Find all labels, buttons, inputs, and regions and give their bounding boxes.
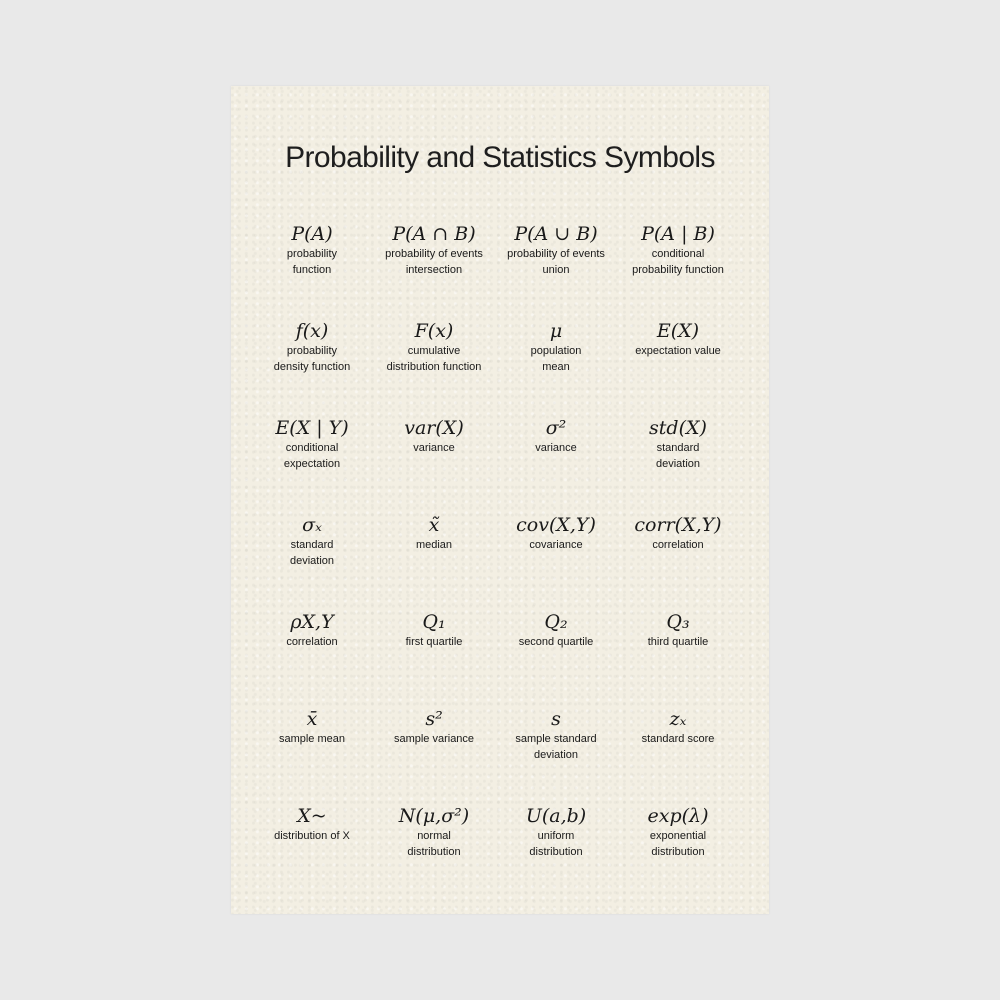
symbol-cell: [495, 319, 617, 416]
symbol-cell: [495, 707, 617, 804]
symbol-description: variance: [535, 442, 577, 454]
symbol-cell: [617, 610, 739, 707]
symbol: E(X): [656, 320, 700, 342]
symbol: cov(X,Y): [516, 514, 596, 536]
symbol-description: median: [415, 539, 453, 551]
symbol-description: sample variance: [393, 733, 475, 745]
symbol-cell: [251, 804, 373, 901]
symbol: σₓ: [302, 514, 322, 536]
symbol-description: standard deviation: [289, 539, 335, 567]
symbol: N(μ,σ²): [398, 805, 470, 827]
symbol-description: exponential distribution: [649, 830, 707, 858]
symbol-description: expectation value: [635, 345, 721, 357]
symbol-cell: [251, 707, 373, 804]
symbol-cell: [373, 416, 495, 513]
symbol: X~: [297, 805, 327, 827]
symbol: std(X): [649, 417, 707, 439]
symbol: Q₁: [422, 611, 446, 633]
symbol-description: second quartile: [518, 636, 594, 648]
poster: [231, 86, 769, 914]
symbol-description: correlation: [652, 539, 704, 551]
symbol-cell: [251, 513, 373, 610]
symbol-cell: [617, 222, 739, 319]
symbol-grid: [251, 222, 739, 901]
symbol: F(x): [414, 320, 454, 342]
symbol-cell: [251, 610, 373, 707]
symbol: s²: [425, 708, 443, 730]
symbol-description: sample mean: [278, 733, 346, 745]
symbol-description: probability of events intersection: [385, 248, 483, 276]
symbol-cell: [617, 416, 739, 513]
symbol-description: sample standard deviation: [515, 733, 597, 761]
symbol-cell: [373, 319, 495, 416]
poster-title: Probability and Statistics Symbols: [285, 141, 715, 174]
symbol: exp(λ): [647, 805, 709, 827]
symbol-description: population mean: [530, 345, 582, 373]
symbol-cell: [373, 513, 495, 610]
symbol: P(A | B): [641, 223, 715, 245]
symbol: Q₃: [666, 611, 690, 633]
symbol-description: third quartile: [647, 636, 709, 648]
symbol-description: probability of events union: [507, 248, 605, 276]
symbol: P(A ∩ B): [392, 223, 476, 245]
symbol-description: uniform distribution: [529, 830, 583, 858]
symbol: zₓ: [669, 708, 687, 730]
symbol-cell: [373, 804, 495, 901]
symbol: x̃: [428, 514, 440, 536]
symbol: f(x): [295, 320, 329, 342]
symbol-description: variance: [413, 442, 455, 454]
symbol-cell: [251, 319, 373, 416]
symbol-cell: [495, 513, 617, 610]
symbol: corr(X,Y): [634, 514, 722, 536]
symbol-cell: [617, 804, 739, 901]
symbol: x̄: [306, 708, 318, 730]
symbol-cell: [617, 513, 739, 610]
symbol-description: cumulative distribution function: [386, 345, 482, 373]
symbol: E(X | Y): [275, 417, 349, 439]
symbol-cell: [373, 707, 495, 804]
symbol-cell: [251, 416, 373, 513]
symbol-description: conditional probability function: [632, 248, 724, 276]
symbol: Q₂: [544, 611, 568, 633]
symbol-cell: [617, 319, 739, 416]
symbol: U(a,b): [525, 805, 587, 827]
symbol-description: standard score: [641, 733, 715, 745]
symbol-description: probability density function: [273, 345, 351, 373]
symbol-description: covariance: [529, 539, 583, 551]
symbol-cell: [495, 222, 617, 319]
symbol-description: conditional expectation: [283, 442, 341, 470]
symbol-description: normal distribution: [407, 830, 461, 858]
symbol-description: correlation: [286, 636, 338, 648]
symbol-cell: [495, 416, 617, 513]
symbol-cell: [617, 707, 739, 804]
symbol-cell: [373, 610, 495, 707]
symbol: μ: [549, 320, 563, 342]
symbol-cell: [251, 222, 373, 319]
symbol-description: distribution of X: [274, 830, 350, 842]
symbol: var(X): [404, 417, 464, 439]
symbol: ρX,Y: [290, 611, 334, 633]
symbol: P(A): [291, 223, 333, 245]
symbol-description: standard deviation: [655, 442, 701, 470]
symbol: σ²: [545, 417, 567, 439]
symbol-cell: [495, 610, 617, 707]
symbol-cell: [373, 222, 495, 319]
symbol: P(A ∪ B): [514, 223, 598, 245]
symbol-description: first quartile: [405, 636, 463, 648]
symbol-description: probability function: [286, 248, 338, 276]
symbol-cell: [495, 804, 617, 901]
symbol: s: [551, 708, 561, 730]
